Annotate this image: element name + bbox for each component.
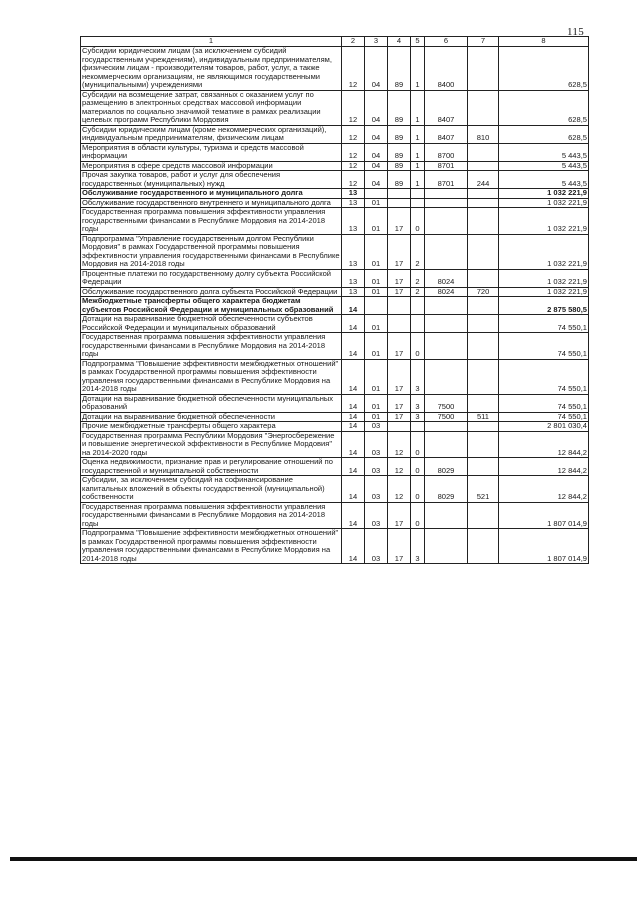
subprogram-code-cell: 1 bbox=[411, 143, 425, 161]
expense-code-cell bbox=[425, 422, 468, 432]
subprogram-code-cell: 3 bbox=[411, 394, 425, 412]
expense-code-cell bbox=[425, 359, 468, 394]
expense-code-cell: 8700 bbox=[425, 143, 468, 161]
amount-cell: 628,5 bbox=[499, 90, 589, 125]
subsection-code-cell: 01 bbox=[365, 359, 388, 394]
type-code-cell bbox=[468, 422, 499, 432]
table-row bbox=[81, 269, 589, 287]
expense-code-cell bbox=[425, 198, 468, 208]
program-code-cell: 12 bbox=[388, 476, 411, 503]
subprogram-code-cell: 1 bbox=[411, 161, 425, 171]
type-code-cell bbox=[468, 234, 499, 269]
subprogram-code-cell: 0 bbox=[411, 333, 425, 360]
table-row bbox=[81, 333, 589, 360]
type-code-cell bbox=[468, 333, 499, 360]
expense-code-cell bbox=[425, 315, 468, 333]
expense-code-cell bbox=[425, 529, 468, 564]
expense-code-cell: 8029 bbox=[425, 476, 468, 503]
subprogram-code-cell: 0 bbox=[411, 476, 425, 503]
table-row bbox=[81, 412, 589, 422]
program-code-cell: 12 bbox=[388, 431, 411, 458]
row-name-cell: Дотации на выравнивание бюджетной обеспеченности субъектов Российской Федерации и муниципальных образований bbox=[81, 315, 342, 333]
expense-code-cell bbox=[425, 189, 468, 199]
table-row bbox=[81, 125, 589, 143]
amount-cell: 1 032 221,9 bbox=[499, 287, 589, 297]
type-code-cell bbox=[468, 297, 499, 315]
type-code-cell bbox=[468, 431, 499, 458]
subsection-code-cell: 01 bbox=[365, 234, 388, 269]
row-name-cell: Субсидии на возмещение затрат, связанных с оказанием услуг по размещению в электронных средствах массовой информации материалов по социально значимой тематике в рамках реализации целевых программ Республики Мордовия bbox=[81, 90, 342, 125]
amount-cell: 12 844,2 bbox=[499, 476, 589, 503]
section-code-cell: 14 bbox=[342, 431, 365, 458]
column-header: 6 bbox=[425, 37, 468, 47]
section-code-cell: 13 bbox=[342, 234, 365, 269]
column-header: 3 bbox=[365, 37, 388, 47]
page-number: 115 bbox=[567, 26, 584, 38]
program-code-cell: 89 bbox=[388, 90, 411, 125]
section-code-cell: 13 bbox=[342, 189, 365, 199]
program-code-cell: 17 bbox=[388, 502, 411, 529]
section-code-cell: 14 bbox=[342, 422, 365, 432]
table-row bbox=[81, 171, 589, 189]
subsection-code-cell: 03 bbox=[365, 422, 388, 432]
subsection-code-cell: 04 bbox=[365, 90, 388, 125]
subsection-code-cell: 01 bbox=[365, 198, 388, 208]
amount-cell: 2 801 030,4 bbox=[499, 422, 589, 432]
section-code-cell: 12 bbox=[342, 90, 365, 125]
expense-code-cell: 8701 bbox=[425, 161, 468, 171]
row-name-cell: Прочая закупка товаров, работ и услуг для обеспечения государственных (муниципальных) нужд bbox=[81, 171, 342, 189]
row-name-cell: Государственная программа повышения эффективности управления государственными финансами в Республике Мордовия на 2014-2018 годы bbox=[81, 333, 342, 360]
section-code-cell: 12 bbox=[342, 171, 365, 189]
type-code-cell: 511 bbox=[468, 412, 499, 422]
row-name-cell: Оценка недвижимости, признание прав и регулирование отношений по государственной и муниципальной собственности bbox=[81, 458, 342, 476]
expense-code-cell: 7500 bbox=[425, 394, 468, 412]
expense-code-cell: 8407 bbox=[425, 125, 468, 143]
expense-code-cell bbox=[425, 431, 468, 458]
amount-cell: 74 550,1 bbox=[499, 359, 589, 394]
subprogram-code-cell bbox=[411, 189, 425, 199]
amount-cell: 1 032 221,9 bbox=[499, 269, 589, 287]
type-code-cell bbox=[468, 315, 499, 333]
amount-cell: 5 443,5 bbox=[499, 171, 589, 189]
column-header: 5 bbox=[411, 37, 425, 47]
amount-cell: 1 807 014,9 bbox=[499, 502, 589, 529]
subsection-code-cell: 01 bbox=[365, 315, 388, 333]
row-name-cell: Дотации на выравнивание бюджетной обеспеченности bbox=[81, 412, 342, 422]
row-name-cell: Обслуживание государственного и муниципального долга bbox=[81, 189, 342, 199]
subprogram-code-cell bbox=[411, 315, 425, 333]
subsection-code-cell: 01 bbox=[365, 287, 388, 297]
section-code-cell: 14 bbox=[342, 502, 365, 529]
row-name-cell: Мероприятия в области культуры, туризма и средств массовой информации bbox=[81, 143, 342, 161]
subprogram-code-cell: 1 bbox=[411, 125, 425, 143]
subsection-code-cell: 01 bbox=[365, 333, 388, 360]
expense-code-cell bbox=[425, 297, 468, 315]
program-code-cell: 12 bbox=[388, 458, 411, 476]
row-name-cell: Межбюджетные трансферты общего характера бюджетам субъектов Российской Федерации и муниципальных образований bbox=[81, 297, 342, 315]
table-row bbox=[81, 458, 589, 476]
expense-code-cell: 8701 bbox=[425, 171, 468, 189]
subprogram-code-cell: 3 bbox=[411, 529, 425, 564]
table-row bbox=[81, 297, 589, 315]
budget-table bbox=[80, 36, 589, 564]
expense-code-cell: 7500 bbox=[425, 412, 468, 422]
subprogram-code-cell: 1 bbox=[411, 90, 425, 125]
section-code-cell: 14 bbox=[342, 458, 365, 476]
subprogram-code-cell: 0 bbox=[411, 431, 425, 458]
row-name-cell: Процентные платежи по государственному долгу субъекта Российской Федерации bbox=[81, 269, 342, 287]
row-name-cell: Субсидии юридическим лицам (за исключением субсидий государственным учреждениям), индивидуальным предпринимателям, физическим лицам - производителям товаров, работ, услуг, а также некоммерческим организациям, не являющимся государственными (муниципальными) учреждениями bbox=[81, 47, 342, 91]
table-row bbox=[81, 234, 589, 269]
subsection-code-cell: 04 bbox=[365, 143, 388, 161]
subprogram-code-cell bbox=[411, 297, 425, 315]
subprogram-code-cell: 3 bbox=[411, 359, 425, 394]
section-code-cell: 14 bbox=[342, 359, 365, 394]
row-name-cell: Подпрограмма "Управление государственным долгом Республики Мордовия" в рамках Государственной программы повышения эффективности управления государственными финансами в Республике Мордовия на 2014-2018 годы bbox=[82, 234, 340, 268]
amount-cell: 1 032 221,9 bbox=[499, 189, 589, 199]
subprogram-code-cell: 2 bbox=[411, 269, 425, 287]
amount-cell: 1 807 014,9 bbox=[499, 529, 589, 564]
amount-cell: 74 550,1 bbox=[499, 394, 589, 412]
row-name-cell: Дотации на выравнивание бюджетной обеспеченности муниципальных образований bbox=[81, 394, 342, 412]
subsection-code-cell: 01 bbox=[365, 412, 388, 422]
row-name-cell: Прочие межбюджетные трансферты общего характера bbox=[81, 422, 342, 432]
amount-cell: 74 550,1 bbox=[499, 315, 589, 333]
row-name-cell: Государственная программа повышения эффективности управления государственными финансами в Республике Мордовия на 2014-2018 годы bbox=[81, 208, 342, 235]
section-code-cell: 14 bbox=[342, 529, 365, 564]
amount-cell: 2 875 580,5 bbox=[499, 297, 589, 315]
program-code-cell bbox=[388, 198, 411, 208]
table-row bbox=[81, 394, 589, 412]
table-row bbox=[81, 359, 589, 394]
amount-cell: 12 844,2 bbox=[499, 458, 589, 476]
type-code-cell bbox=[468, 90, 499, 125]
table-row bbox=[81, 287, 589, 297]
program-code-cell: 17 bbox=[388, 269, 411, 287]
type-code-cell bbox=[468, 198, 499, 208]
column-header: 4 bbox=[388, 37, 411, 47]
amount-cell: 628,5 bbox=[499, 125, 589, 143]
row-name-cell: Подпрограмма "Повышение эффективности межбюджетных отношений" в рамках Государственной программы повышения эффективности управления государственными финансами в Республике Мордовия на 2014-2018 годы bbox=[81, 529, 342, 564]
expense-code-cell bbox=[425, 502, 468, 529]
type-code-cell: 720 bbox=[468, 287, 499, 297]
program-code-cell: 89 bbox=[388, 171, 411, 189]
program-code-cell: 17 bbox=[388, 287, 411, 297]
program-code-cell: 89 bbox=[388, 143, 411, 161]
table-row bbox=[81, 502, 589, 529]
table-row bbox=[81, 476, 589, 503]
row-name-cell: Подпрограмма "Повышение эффективности межбюджетных отношений" в рамках Государственной программы повышения эффективности управления государственными финансами в Республике Мордовия на 2014-2018 годы bbox=[81, 359, 342, 394]
subsection-code-cell: 03 bbox=[365, 458, 388, 476]
subsection-code-cell: 04 bbox=[365, 161, 388, 171]
subprogram-code-cell bbox=[411, 198, 425, 208]
expense-code-cell bbox=[425, 234, 468, 269]
table-row bbox=[81, 422, 589, 432]
section-code-cell: 14 bbox=[342, 333, 365, 360]
column-header: 7 bbox=[468, 37, 499, 47]
type-code-cell bbox=[468, 394, 499, 412]
subprogram-code-cell: 0 bbox=[411, 458, 425, 476]
column-header: 1 bbox=[81, 37, 342, 47]
type-code-cell bbox=[468, 189, 499, 199]
row-name-cell: Государственная программа Республики Мордовия "Энергосбережение и повышение энергетической эффективности в Республике Мордовия" на 2014-2020 годы bbox=[81, 431, 342, 458]
amount-cell: 12 844,2 bbox=[499, 431, 589, 458]
table-row bbox=[81, 143, 589, 161]
program-code-cell bbox=[388, 297, 411, 315]
row-name-cell: Субсидии юридическим лицам (кроме некоммерческих организаций), индивидуальным предпринимателям, физическим лицам bbox=[81, 125, 342, 143]
type-code-cell bbox=[468, 208, 499, 235]
expense-code-cell: 8400 bbox=[425, 47, 468, 91]
section-code-cell: 14 bbox=[342, 476, 365, 503]
section-code-cell: 13 bbox=[342, 287, 365, 297]
amount-cell: 74 550,1 bbox=[499, 412, 589, 422]
table-header-row bbox=[81, 37, 589, 47]
subsection-code-cell: 01 bbox=[365, 269, 388, 287]
table-row bbox=[81, 189, 589, 199]
program-code-cell: 17 bbox=[388, 529, 411, 564]
program-code-cell: 17 bbox=[388, 234, 411, 269]
section-code-cell: 13 bbox=[342, 198, 365, 208]
subprogram-code-cell: 2 bbox=[411, 234, 425, 269]
program-code-cell: 17 bbox=[388, 333, 411, 360]
type-code-cell: 521 bbox=[468, 476, 499, 503]
subprogram-code-cell: 3 bbox=[411, 412, 425, 422]
type-code-cell bbox=[468, 269, 499, 287]
amount-cell: 1 032 221,9 bbox=[499, 198, 589, 208]
program-code-cell: 17 bbox=[388, 394, 411, 412]
program-code-cell bbox=[388, 422, 411, 432]
section-code-cell: 12 bbox=[342, 47, 365, 91]
amount-cell: 74 550,1 bbox=[499, 333, 589, 360]
bottom-rule bbox=[10, 857, 637, 861]
expense-code-cell: 8024 bbox=[425, 287, 468, 297]
subsection-code-cell: 01 bbox=[365, 208, 388, 235]
table-body bbox=[81, 47, 589, 564]
expense-code-cell: 8024 bbox=[425, 269, 468, 287]
section-code-cell: 13 bbox=[342, 269, 365, 287]
program-code-cell bbox=[388, 189, 411, 199]
section-code-cell: 12 bbox=[342, 143, 365, 161]
section-code-cell: 14 bbox=[342, 394, 365, 412]
program-code-cell: 17 bbox=[388, 359, 411, 394]
section-code-cell: 13 bbox=[342, 208, 365, 235]
program-code-cell: 89 bbox=[388, 125, 411, 143]
program-code-cell: 17 bbox=[388, 208, 411, 235]
subsection-code-cell: 03 bbox=[365, 476, 388, 503]
table-row bbox=[81, 529, 589, 564]
type-code-cell bbox=[468, 529, 499, 564]
section-code-cell: 14 bbox=[342, 412, 365, 422]
subsection-code-cell: 03 bbox=[365, 502, 388, 529]
program-code-cell: 89 bbox=[388, 47, 411, 91]
type-code-cell: 810 bbox=[468, 125, 499, 143]
type-code-cell bbox=[468, 359, 499, 394]
subsection-code-cell: 01 bbox=[365, 394, 388, 412]
subprogram-code-cell: 2 bbox=[411, 287, 425, 297]
amount-cell: 5 443,5 bbox=[499, 161, 589, 171]
program-code-cell: 89 bbox=[388, 161, 411, 171]
table-row bbox=[81, 161, 589, 171]
expense-code-cell: 8407 bbox=[425, 90, 468, 125]
expense-code-cell bbox=[425, 208, 468, 235]
type-code-cell bbox=[468, 161, 499, 171]
subsection-code-cell bbox=[365, 297, 388, 315]
subsection-code-cell: 04 bbox=[365, 125, 388, 143]
program-code-cell: 17 bbox=[388, 412, 411, 422]
subsection-code-cell: 04 bbox=[365, 171, 388, 189]
amount-cell: 628,5 bbox=[499, 47, 589, 91]
type-code-cell bbox=[468, 458, 499, 476]
column-header: 8 bbox=[499, 37, 589, 47]
type-code-cell: 244 bbox=[468, 171, 499, 189]
subprogram-code-cell: 1 bbox=[411, 47, 425, 91]
amount-cell: 5 443,5 bbox=[499, 143, 589, 161]
row-name-cell: Обслуживание государственного внутреннего и муниципального долга bbox=[81, 198, 342, 208]
section-code-cell: 14 bbox=[342, 315, 365, 333]
type-code-cell bbox=[468, 143, 499, 161]
table-row bbox=[81, 431, 589, 458]
table-row bbox=[81, 315, 589, 333]
subsection-code-cell: 03 bbox=[365, 529, 388, 564]
table-row bbox=[81, 208, 589, 235]
row-name-cell: Обслуживание государственного долга субъекта Российской Федерации bbox=[81, 287, 342, 297]
table-row bbox=[81, 47, 589, 91]
row-name-cell: Субсидии, за исключением субсидий на софинансирование капитальных вложений в объекты государственной (муниципальной) собственности bbox=[81, 476, 342, 503]
subprogram-code-cell: 0 bbox=[411, 208, 425, 235]
type-code-cell bbox=[468, 47, 499, 91]
table-row bbox=[81, 90, 589, 125]
subprogram-code-cell bbox=[411, 422, 425, 432]
expense-code-cell: 8029 bbox=[425, 458, 468, 476]
section-code-cell: 12 bbox=[342, 161, 365, 171]
row-name-cell: Государственная программа повышения эффективности управления государственными финансами в Республике Мордовия на 2014-2018 годы bbox=[81, 502, 342, 529]
section-code-cell: 12 bbox=[342, 125, 365, 143]
expense-code-cell bbox=[425, 333, 468, 360]
section-code-cell: 14 bbox=[342, 297, 365, 315]
program-code-cell bbox=[388, 315, 411, 333]
subsection-code-cell: 03 bbox=[365, 431, 388, 458]
subprogram-code-cell: 0 bbox=[411, 502, 425, 529]
amount-cell: 1 032 221,9 bbox=[499, 234, 589, 269]
subsection-code-cell bbox=[365, 189, 388, 199]
amount-cell: 1 032 221,9 bbox=[499, 208, 589, 235]
column-header: 2 bbox=[342, 37, 365, 47]
table-row bbox=[81, 198, 589, 208]
subsection-code-cell: 04 bbox=[365, 47, 388, 91]
row-name-cell: Мероприятия в сфере средств массовой информации bbox=[81, 161, 342, 171]
type-code-cell bbox=[468, 502, 499, 529]
subprogram-code-cell: 1 bbox=[411, 171, 425, 189]
